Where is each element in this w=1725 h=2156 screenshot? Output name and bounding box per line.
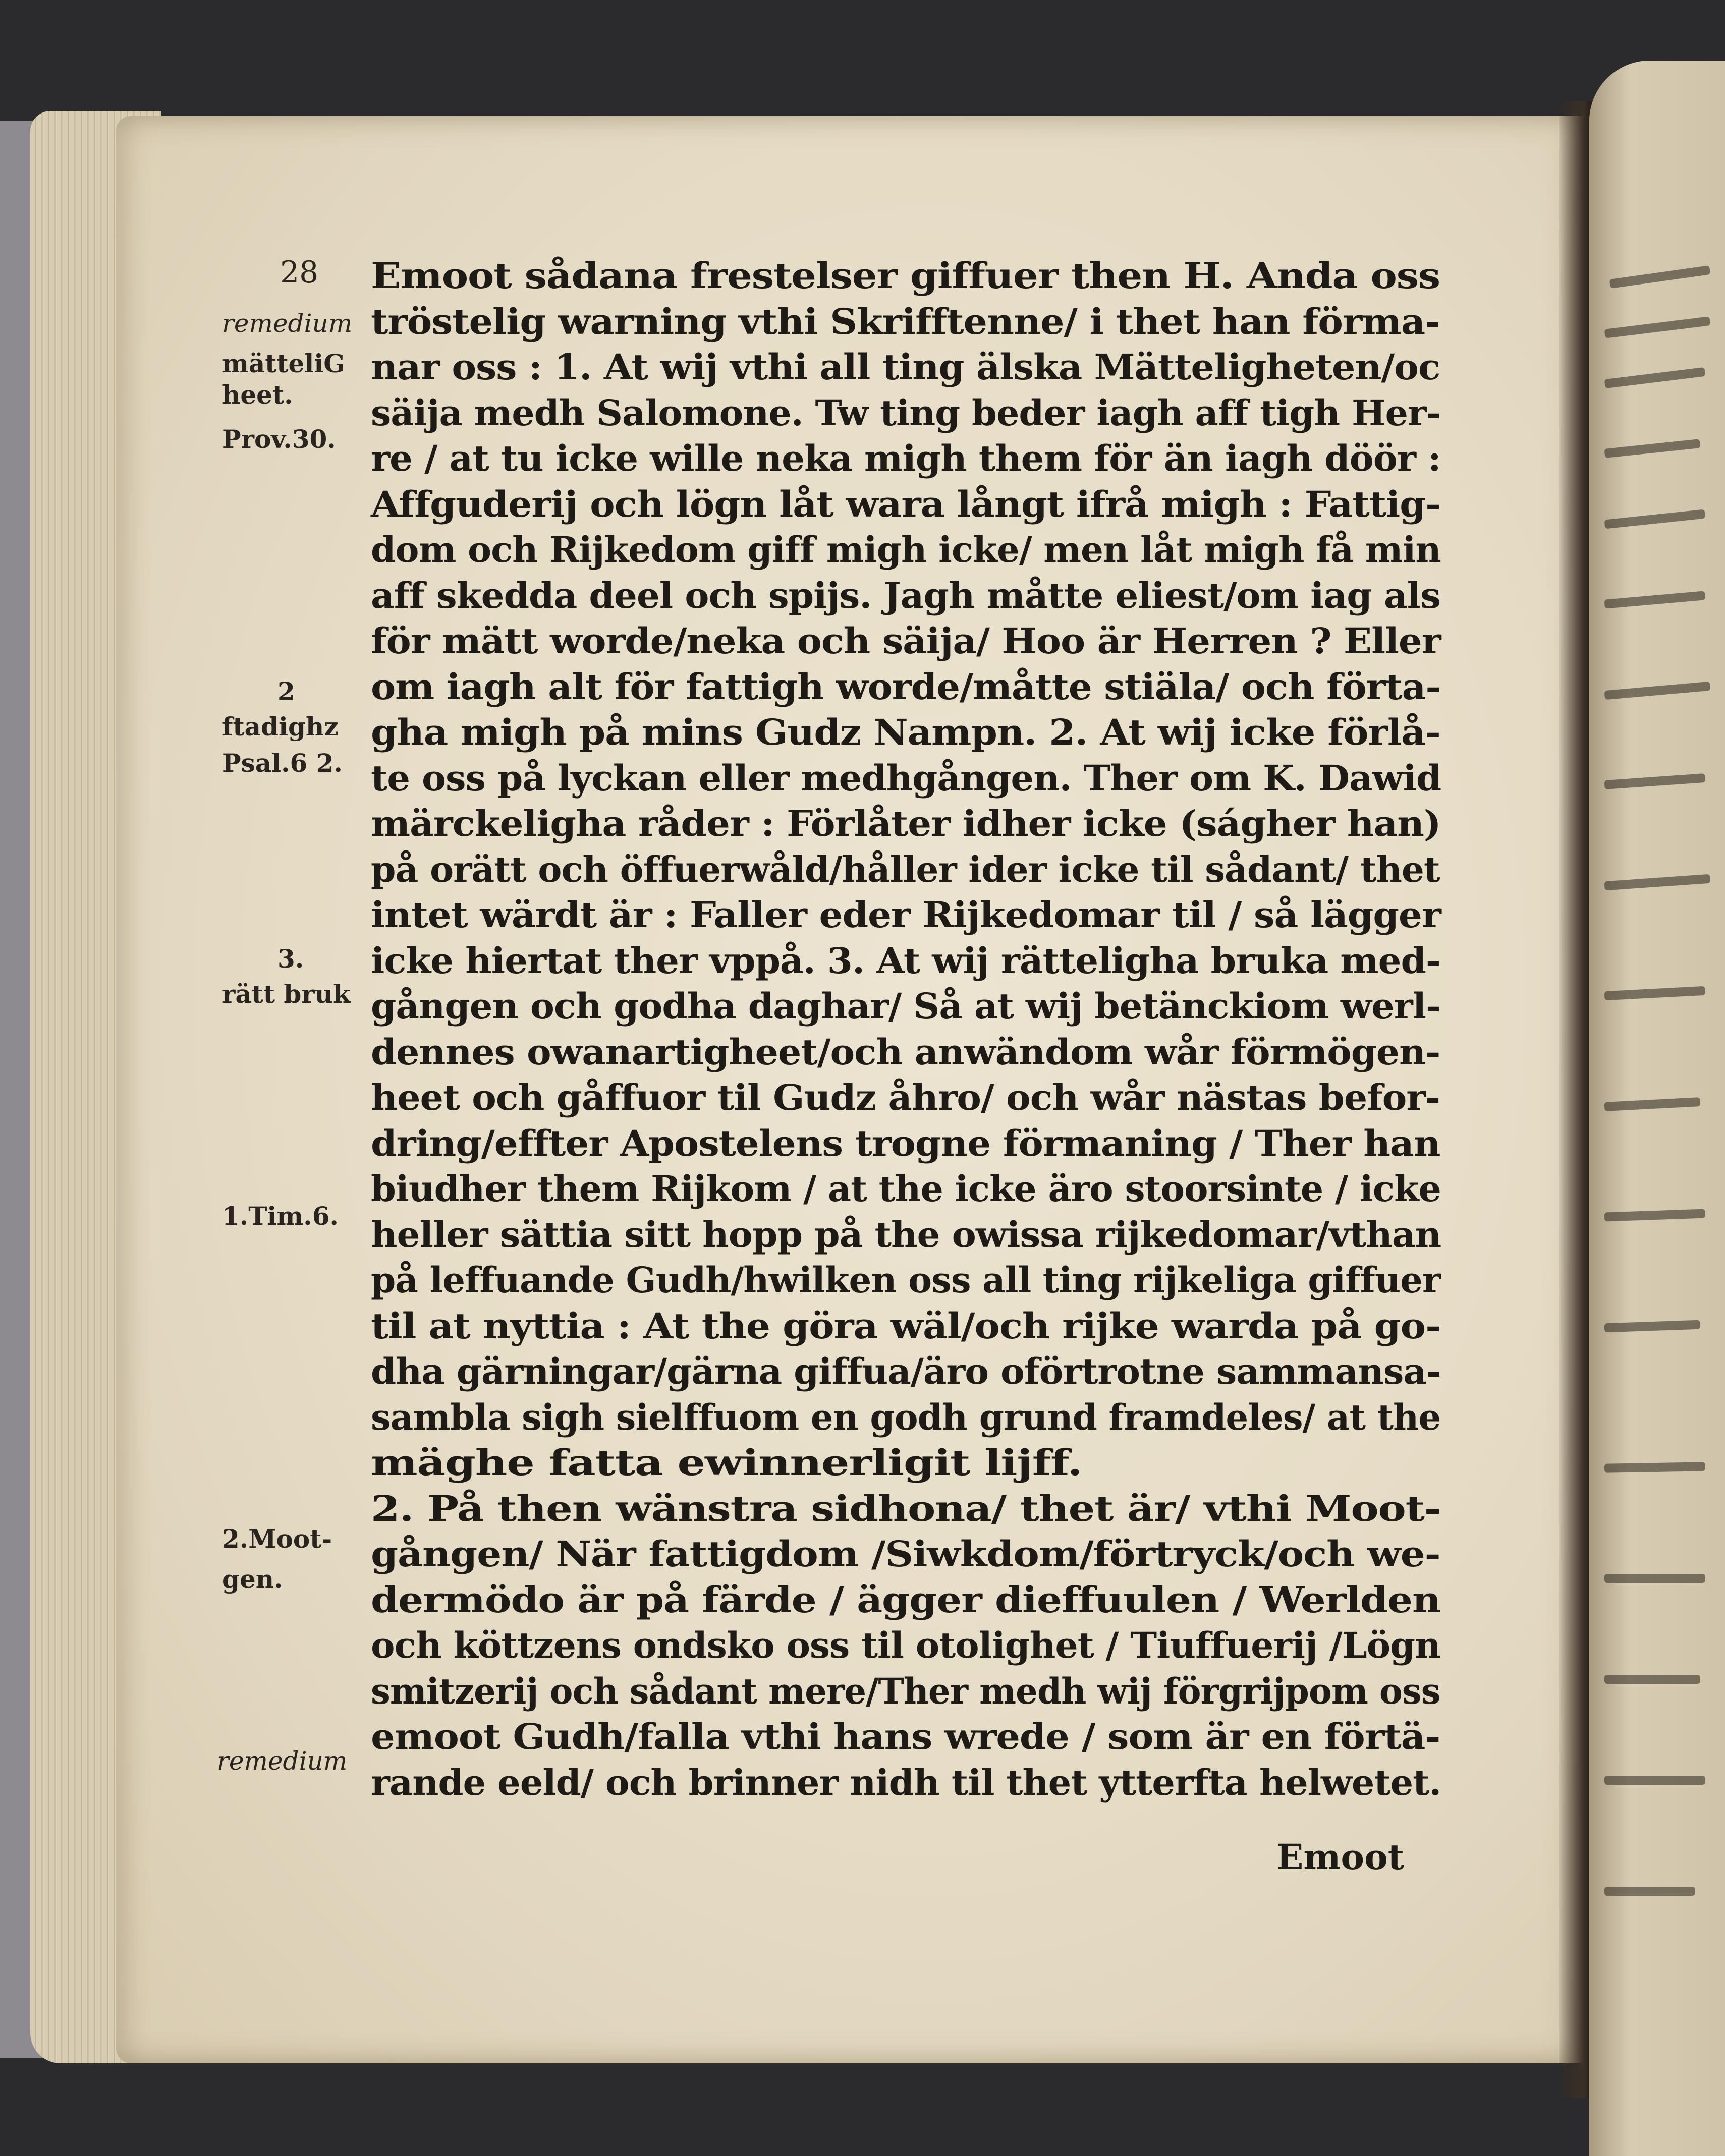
right-page-text-fragment bbox=[1609, 265, 1711, 289]
text-line: te oss på lyckan eller medhgången. Ther om K. Dawid bbox=[371, 757, 1441, 799]
text-line: dennes owanartigheet/och anwändom wår förmögen- bbox=[371, 1031, 1440, 1073]
text-line: på orätt och öffuerwåld/håller ider icke til sådant/ thet bbox=[371, 848, 1440, 890]
right-page-edge bbox=[1589, 61, 1725, 2156]
text-line: gången och godha daghar/ Så at wij betänckiom werl- bbox=[371, 985, 1440, 1027]
right-page-text-fragment bbox=[1604, 1887, 1695, 1896]
margin-note: 3. bbox=[277, 944, 304, 974]
text-line: rande eeld/ och brinner nidh til thet ytterfta helwetet. bbox=[371, 1761, 1441, 1803]
margin-note: 1.Tim.6. bbox=[222, 1201, 339, 1231]
margin-note: Prov.30. bbox=[222, 424, 336, 454]
text-line: Affguderij och lögn låt wara långt ifrå migh : Fattig- bbox=[371, 483, 1440, 525]
text-line: och köttzens ondsko oss til otolighet / Tiuffuerij /Lögn bbox=[371, 1624, 1440, 1666]
margin-note: remedium bbox=[222, 309, 353, 338]
text-line: heller sättia sitt hopp på the owissa rijkedomar/vthan bbox=[371, 1213, 1441, 1256]
margin-note: ftadighz bbox=[222, 712, 339, 742]
text-line: mäghe fatta ewinnerligit lijff. bbox=[371, 1442, 1082, 1484]
margin-note: remedium bbox=[217, 1746, 348, 1776]
text-line: biudher them Rijkom / at the icke äro stoorsinte / icke bbox=[371, 1168, 1441, 1210]
right-page-text-fragment bbox=[1604, 682, 1711, 700]
right-page-text-fragment bbox=[1604, 773, 1706, 789]
right-page-text-fragment bbox=[1604, 439, 1701, 458]
margin-note: heet. bbox=[222, 380, 293, 410]
right-page-text-fragment bbox=[1604, 1097, 1701, 1111]
text-line: re / at tu icke wille neka migh them för än iagh döör : bbox=[371, 437, 1441, 479]
margin-note: rätt bruk bbox=[222, 979, 351, 1009]
text-line: Emoot sådana frestelser giffuer then H. Anda oss bbox=[371, 255, 1440, 297]
text-line: icke hiertat ther vppå. 3. At wij rätteligha bruka med- bbox=[371, 939, 1440, 982]
right-page-text-fragment bbox=[1604, 367, 1706, 388]
text-line: dring/effter Apostelens trogne förmaning / Ther han bbox=[371, 1122, 1440, 1164]
catchword: Emoot bbox=[1276, 1836, 1405, 1878]
margin-note: mätteliG bbox=[222, 349, 345, 378]
text-line: heet och gåffuor til Gudz åhro/ och wår nästas befor- bbox=[371, 1076, 1440, 1118]
text-line: om iagh alt för fattigh worde/måtte stiäla/ och förta- bbox=[371, 665, 1441, 708]
text-line: dha gärningar/gärna giffua/äro oförtrotne sammansa- bbox=[371, 1350, 1441, 1392]
text-line: intet wärdt är : Faller eder Rijkedomar til / så lägger bbox=[371, 894, 1441, 936]
text-line: märckeligha råder : Förlåter idher icke (ságher han) bbox=[371, 803, 1441, 844]
right-page-text-fragment bbox=[1604, 1462, 1705, 1472]
margin-note: gen. bbox=[222, 1564, 283, 1594]
text-line: på leffuande Gudh/hwilken oss all ting rijkeliga giffuer bbox=[371, 1259, 1441, 1301]
text-line: gha migh på mins Gudz Nampn. 2. At wij icke förlå- bbox=[371, 711, 1440, 753]
right-page-text-fragment bbox=[1604, 1574, 1705, 1583]
text-line: för mätt worde/neka och säija/ Hoo är Herren ? Eller bbox=[371, 620, 1441, 662]
text-line: gången/ När fattigdom /Siwkdom/förtryck/och we- bbox=[371, 1533, 1440, 1575]
margin-note: 2 bbox=[277, 676, 295, 706]
right-page-text-fragment bbox=[1604, 1675, 1700, 1684]
page-number: 28 bbox=[280, 255, 319, 290]
text-line: säija medh Salomone. Tw ting beder iagh aff tigh Her- bbox=[371, 391, 1441, 434]
text-line: dermödo är på färde / ägger dieffuulen / Werlden bbox=[371, 1578, 1441, 1621]
right-page-text-fragment bbox=[1604, 1776, 1705, 1785]
text-line: dom och Rijkedom giff migh icke/ men låt migh få min bbox=[371, 529, 1441, 571]
margin-note: 2.Moot- bbox=[222, 1524, 332, 1554]
text-line: nar oss : 1. At wij vthi all ting älska Mätteligheten/oc bbox=[371, 346, 1440, 388]
right-page-text-fragment bbox=[1604, 316, 1711, 338]
right-page-text-fragment bbox=[1604, 509, 1706, 529]
right-page-text-fragment bbox=[1604, 1320, 1701, 1333]
right-page-text-fragment bbox=[1604, 874, 1711, 891]
text-line: smitzerij och sådant mere/Ther medh wij förgrijpom oss bbox=[371, 1670, 1440, 1712]
text-line: aff skedda deel och spijs. Jagh måtte eliest/om iag als bbox=[371, 574, 1440, 616]
margin-note: Psal.6 2. bbox=[222, 748, 343, 778]
right-page-text-fragment bbox=[1604, 986, 1706, 1000]
text-line: 2. På then wänstra sidhona/ thet är/ vthi Moot- bbox=[371, 1487, 1441, 1529]
text-line: tröstelig warning vthi Skrifftenne/ i thet han förma- bbox=[371, 300, 1440, 343]
text-line: sambla sigh sielffuom en godh grund framdeles/ at the bbox=[371, 1396, 1441, 1438]
text-line: emoot Gudh/falla vthi hans wrede / som är en förtä- bbox=[371, 1716, 1440, 1757]
right-page-text-fragment bbox=[1604, 1209, 1706, 1222]
right-page-text-fragment bbox=[1604, 591, 1706, 608]
text-line: til at nyttia : At the göra wäl/och rijke warda på go- bbox=[371, 1304, 1441, 1347]
